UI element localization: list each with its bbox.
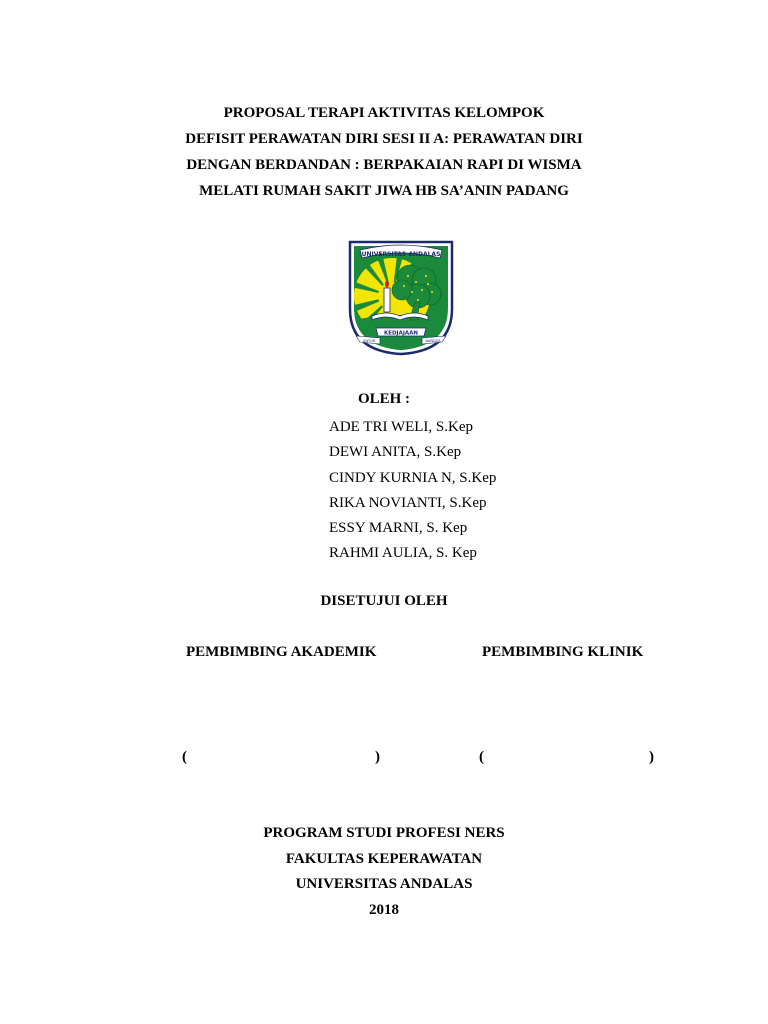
title-line: DENGAN BERDANDAN : BERPAKAIAN RAPI DI WISMA bbox=[186, 157, 582, 173]
academic-supervisor-label: PEMBIMBING AKADEMIK bbox=[186, 644, 377, 660]
seal-ribbon-text: KEDJAJAAN bbox=[383, 330, 419, 337]
clinical-signature-close: ) bbox=[649, 749, 654, 765]
document-title bbox=[0, 100, 768, 204]
footer-line: UNIVERSITAS ANDALAS bbox=[295, 876, 473, 892]
institution-block bbox=[0, 821, 768, 923]
footer-line: PROGRAM STUDI PROFESI NERS bbox=[263, 825, 505, 841]
seal-left-text: UNTUK bbox=[362, 339, 376, 343]
footer-line: FAKULTAS KEPERAWATAN bbox=[285, 850, 483, 867]
seal-top-text: UNIVERSITAS ANDALAS bbox=[361, 251, 441, 258]
authors-heading: OLEH : bbox=[357, 391, 411, 407]
seal-right-text: BANGSA bbox=[425, 339, 441, 343]
clinical-supervisor-label: PEMBIMBING KLINIK bbox=[482, 644, 644, 660]
university-seal-icon bbox=[346, 236, 456, 356]
clinical-signature-open: ( bbox=[479, 749, 484, 765]
title-line: MELATI RUMAH SAKIT JIWA HB SA’ANIN PADANG bbox=[199, 183, 569, 199]
author-name: ADE TRI WELI, S.Kep bbox=[329, 419, 474, 435]
author-name: RIKA NOVIANTI, S.Kep bbox=[329, 494, 487, 511]
academic-signature-open: ( bbox=[182, 749, 187, 765]
footer-year: 2018 bbox=[369, 901, 399, 918]
title-line: DEFISIT PERAWATAN DIRI SESI II A: PERAWATAN DIRI bbox=[185, 131, 583, 147]
author-name: CINDY KURNIA N, S.Kep bbox=[329, 469, 497, 486]
approval-heading: DISETUJUI OLEH bbox=[320, 593, 448, 609]
author-name: DEWI ANITA, S.Kep bbox=[329, 444, 462, 461]
author-name: RAHMI AULIA, S. Kep bbox=[329, 545, 477, 562]
author-name: ESSY MARNI, S. Kep bbox=[329, 520, 468, 537]
title-line: PROPOSAL TERAPI AKTIVITAS KELOMPOK bbox=[223, 105, 545, 121]
author-list bbox=[329, 415, 496, 567]
academic-signature-close: ) bbox=[375, 749, 380, 765]
